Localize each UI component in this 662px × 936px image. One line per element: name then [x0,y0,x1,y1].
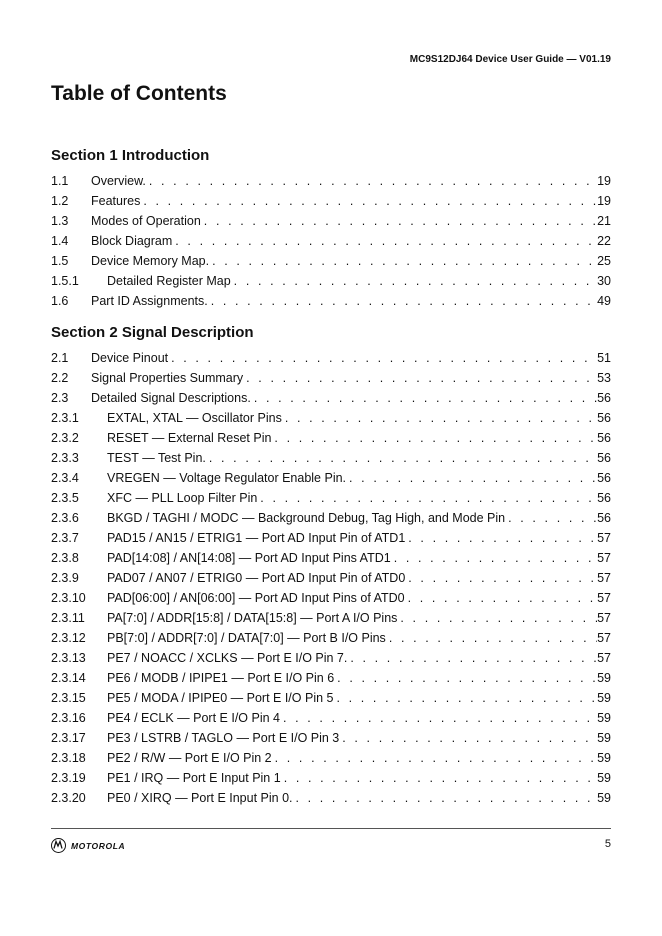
toc-entry[interactable] [51,608,611,628]
toc-entry-title: PAD[14:08] / AN[14:08] — Port AD Input Pins ATD1 [107,551,391,565]
toc-entry[interactable] [51,488,611,508]
toc-entry-page: 56 [597,471,611,485]
toc-entry-title: Block Diagram [91,234,173,248]
toc-entry[interactable] [51,708,611,728]
toc-entry-number: 1.3 [51,214,69,228]
toc-entry-page: 30 [597,274,611,288]
toc-entry-title: PE6 / MODB / IPIPE1 — Port E I/O Pin 6 [107,671,335,685]
dot-leader [171,348,597,368]
toc-entry-title: PE2 / R/W — Port E I/O Pin 2 [107,751,272,765]
toc-entry-title: XFC — PLL Loop Filter Pin [107,491,258,505]
section-title-introduction: Section 1 Introduction [51,147,210,164]
toc-entry-title: PE7 / NOACC / XCLKS — Port E I/O Pin 7. [107,651,348,665]
toc-entry-number: 1.2 [51,194,69,208]
toc-entry[interactable] [51,668,611,688]
toc-entry[interactable] [51,568,611,588]
toc-entry-number: 2.3.8 [51,551,79,565]
toc-entry-number: 2.3.4 [51,471,79,485]
toc-entry-number: 2.3.17 [51,731,86,745]
toc-entry-number: 2.3.2 [51,431,79,445]
dot-leader [260,488,597,508]
toc-entry[interactable] [51,688,611,708]
page-number: 5 [604,838,611,850]
toc-entry[interactable] [51,348,611,368]
toc-entry-title: Device Pinout [91,351,169,365]
toc-entry-number: 2.3.5 [51,491,79,505]
toc-entry-title: PB[7:0] / ADDR[7:0] / DATA[7:0] — Port B I/O Pins [107,631,386,645]
dot-leader [508,508,597,528]
toc-entry[interactable] [51,191,611,211]
toc-entry-page: 57 [597,611,611,625]
toc-entry-number: 2.3.7 [51,531,79,545]
toc-entry-title: PAD07 / AN07 / ETRIG0 — Port AD Input Pin of ATD0 [107,571,406,585]
toc-entry-number: 2.3.3 [51,451,79,465]
toc-entry[interactable] [51,211,611,231]
toc-entry-page: 56 [597,431,611,445]
toc-entry-page: 56 [597,511,611,525]
toc-entry[interactable] [51,768,611,788]
toc-entry[interactable] [51,368,611,388]
toc-entry-title: Part ID Assignments. [91,294,208,308]
toc-entry-page: 56 [597,491,611,505]
toc-entry-title: Detailed Register Map [107,274,231,288]
section-title-signal-description: Section 2 Signal Description [51,324,254,341]
dot-leader [283,708,597,728]
toc-entry[interactable] [51,508,611,528]
toc-entry-number: 2.3.12 [51,631,86,645]
toc-entry-number: 2.3.9 [51,571,79,585]
toc-entry[interactable] [51,648,611,668]
toc-entry-page: 59 [597,751,611,765]
toc-entry-page: 57 [597,631,611,645]
dot-leader [336,688,597,708]
dot-leader [408,588,597,608]
motorola-batwing-icon [51,838,66,853]
dot-leader [394,548,597,568]
toc-entry-number: 1.5.1 [51,274,79,288]
toc-entry-title: BKGD / TAGHI / MODC — Background Debug, Tag High, and Mode Pin [107,511,506,525]
toc-entry-page: 59 [597,671,611,685]
toc-entry[interactable] [51,271,611,291]
toc-entry-title: PE4 / ECLK — Port E I/O Pin 4 [107,711,280,725]
toc-entry-number: 2.3.14 [51,671,86,685]
toc-entry[interactable] [51,628,611,648]
toc-entry-page: 56 [597,451,611,465]
toc-entry-number: 2.3.15 [51,691,86,705]
toc-entry-number: 2.3.20 [51,791,86,805]
toc-entry-page: 57 [597,571,611,585]
toc-entry[interactable] [51,748,611,768]
toc-entry-page: 57 [597,551,611,565]
toc-entry-page: 59 [597,731,611,745]
toc-entry-title: EXTAL, XTAL — Oscillator Pins [107,411,282,425]
toc-entry-page: 56 [597,411,611,425]
toc-entry-page: 57 [597,531,611,545]
toc-entry-title: Overview. [91,174,146,188]
toc-entry[interactable] [51,171,611,191]
dot-leader [296,788,598,808]
toc-entry-page: 51 [597,351,611,365]
dot-leader [342,728,597,748]
toc-entry-number: 2.3.19 [51,771,86,785]
toc-entry-title: PAD[06:00] / AN[06:00] — Port AD Input Pins of ATD0 [107,591,405,605]
toc-entry[interactable] [51,548,611,568]
dot-leader [275,748,597,768]
toc-entry-number: 2.3.6 [51,511,79,525]
toc-entry-number: 2.3.18 [51,751,86,765]
toc-entry-page: 57 [597,591,611,605]
toc-entry-number: 1.1 [51,174,69,188]
toc-entry-title: PE0 / XIRQ — Port E Input Pin 0. [107,791,293,805]
toc-entry-number: 1.4 [51,234,69,248]
toc-entry-number: 1.5 [51,254,69,268]
toc-entry-page: 57 [597,651,611,665]
dot-leader [408,568,597,588]
toc-entry-page: 56 [597,391,611,405]
toc-entry-page: 59 [597,691,611,705]
toc-list-section-1 [51,171,611,311]
dot-leader [400,608,597,628]
toc-entry-number: 2.3.1 [51,411,79,425]
dot-leader [204,211,597,231]
toc-entry[interactable] [51,388,611,408]
toc-entry-title: VREGEN — Voltage Regulator Enable Pin. [107,471,347,485]
toc-list-section-2 [51,348,611,808]
dot-leader [408,528,597,548]
dot-leader [349,468,597,488]
toc-entry[interactable] [51,428,611,448]
toc-entry-title: PE5 / MODA / IPIPE0 — Port E I/O Pin 5 [107,691,334,705]
toc-entry-number: 2.3.10 [51,591,86,605]
toc-entry-page: 49 [597,294,611,308]
dot-leader [274,428,597,448]
dot-leader [337,668,597,688]
toc-entry-page: 19 [597,174,611,188]
toc-entry-number: 2.3.16 [51,711,86,725]
toc-entry-page: 25 [597,254,611,268]
toc-entry-title: Modes of Operation [91,214,201,228]
toc-entry-number: 2.3.11 [51,611,85,625]
toc-entry-page: 22 [597,234,611,248]
toc-entry-page: 59 [597,791,611,805]
toc-entry-title: PA[7:0] / ADDR[15:8] / DATA[15:8] — Port A I/O Pins [107,611,398,625]
toc-entry[interactable] [51,468,611,488]
toc-entry-page: 53 [597,371,611,385]
dot-leader [143,191,597,211]
toc-entry-page: 21 [597,214,611,228]
toc-entry-title: Detailed Signal Descriptions. [91,391,251,405]
dot-leader [350,648,597,668]
toc-entry-number: 2.2 [51,371,69,385]
toc-entry-title: Features [91,194,141,208]
toc-entry[interactable] [51,231,611,251]
toc-entry[interactable] [51,448,611,468]
toc-entry-number: 2.3 [51,391,69,405]
toc-entry-title: RESET — External Reset Pin [107,431,272,445]
dot-leader [389,628,597,648]
dot-leader [284,768,597,788]
toc-entry-number: 1.6 [51,294,69,308]
toc-entry-title: TEST — Test Pin. [107,451,206,465]
motorola-logo [51,838,125,853]
toc-entry-title: PE1 / IRQ — Port E Input Pin 1 [107,771,281,785]
toc-entry-page: 19 [597,194,611,208]
toc-entry[interactable] [51,588,611,608]
dot-leader [149,171,597,191]
toc-entry-page: 59 [597,771,611,785]
dot-leader [246,368,597,388]
dot-leader [212,251,597,271]
toc-entry-title: PAD15 / AN15 / ETRIG1 — Port AD Input Pin of ATD1 [107,531,406,545]
toc-entry[interactable] [51,528,611,548]
toc-entry[interactable] [51,251,611,271]
toc-entry[interactable] [51,291,611,311]
toc-entry-number: 2.3.13 [51,651,86,665]
toc-entry[interactable] [51,408,611,428]
dot-leader [211,291,597,311]
toc-entry-title: PE3 / LSTRB / TAGLO — Port E I/O Pin 3 [107,731,340,745]
running-header: MC9S12DJ64 Device User Guide — V01.19 [409,54,611,65]
toc-entry[interactable] [51,788,611,808]
dot-leader [209,448,597,468]
toc-entry-title: Device Memory Map. [91,254,210,268]
footer-divider [51,828,611,829]
dot-leader [234,271,597,291]
dot-leader [285,408,597,428]
logo-text: MOTOROLA [71,840,126,851]
toc-entry[interactable] [51,728,611,748]
page-title: Table of Contents [51,82,227,105]
toc-entry-number: 2.1 [51,351,69,365]
dot-leader [254,388,597,408]
dot-leader [175,231,597,251]
toc-entry-title: Signal Properties Summary [91,371,244,385]
toc-entry-page: 59 [597,711,611,725]
